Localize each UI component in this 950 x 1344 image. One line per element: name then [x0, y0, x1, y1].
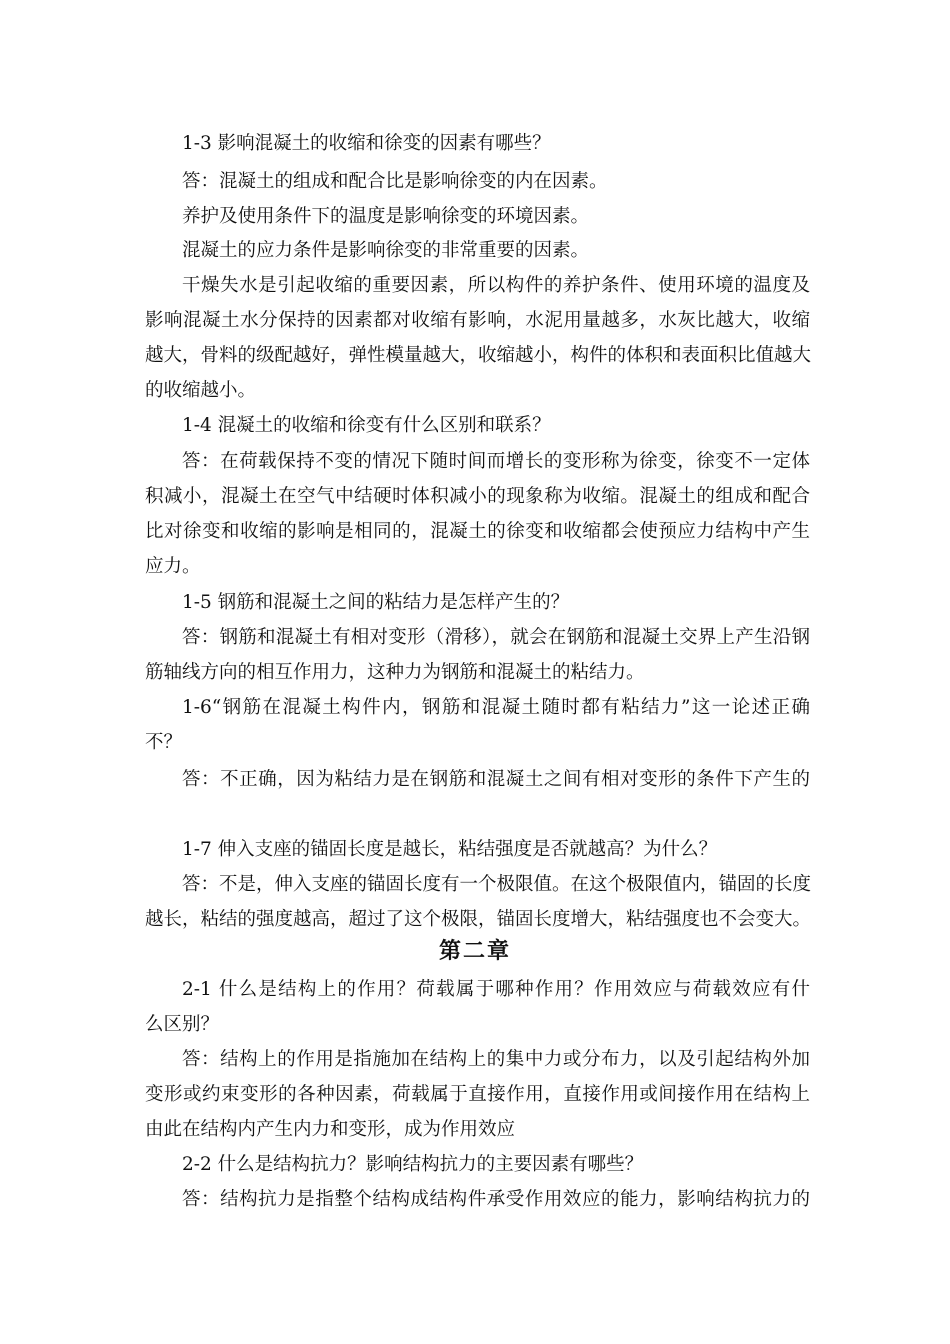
answer-1-7-line-2: 越长，粘结的强度越高，超过了这个极限，锚固长度增大，粘结强度也不会变大。	[145, 909, 812, 930]
answer-1-4-line-2: 积减小，混凝土在空气中结硬时体积减小的现象称为收缩。混凝土的组成和配合	[145, 486, 810, 507]
answer-2-1-line-1: 答：结构上的作用是指施加在结构上的集中力或分布力，以及引起结构外加	[182, 1049, 810, 1070]
answer-1-3-line-5: 影响混凝土水分保持的因素都对收缩有影响，水泥用量越多，水灰比越大，收缩	[145, 310, 810, 331]
answer-1-6: 答：不正确，因为粘结力是在钢筋和混凝土之间有相对变形的条件下产生的	[182, 769, 810, 790]
answer-1-7-line-1: 答：不是，伸入支座的锚固长度有一个极限值。在这个极限值内，锚固的长度	[182, 874, 812, 895]
answer-2-1-line-2: 变形或约束变形的各种因素，荷载属于直接作用，直接作用或间接作用在结构上	[145, 1084, 810, 1105]
answer-1-4-line-3: 比对徐变和收缩的影响是相同的，混凝土的徐变和收缩都会使预应力结构中产生	[145, 521, 810, 542]
answer-1-3-line-4: 干燥失水是引起收缩的重要因素，所以构件的养护条件、使用环境的温度及	[182, 275, 810, 296]
answer-1-5-line-2: 筋轴线方向的相互作用力，这种力为钢筋和混凝土的粘结力。	[145, 662, 645, 683]
question-2-2: 2-2 什么是结构抗力？影响结构抗力的主要因素有哪些？	[182, 1154, 644, 1175]
question-1-5: 1-5 钢筋和混凝土之间的粘结力是怎样产生的？	[182, 592, 570, 613]
question-1-3: 1-3 影响混凝土的收缩和徐变的因素有哪些？	[182, 133, 551, 154]
answer-1-5-line-1: 答：钢筋和混凝土有相对变形（滑移），就会在钢筋和混凝土交界上产生沿钢	[182, 627, 810, 648]
question-1-4: 1-4 混凝土的收缩和徐变有什么区别和联系？	[182, 415, 551, 436]
answer-1-4-line-4: 应力。	[145, 556, 201, 577]
answer-1-3-line-3: 混凝土的应力条件是影响徐变的非常重要的因素。	[182, 240, 590, 261]
question-1-7: 1-7 伸入支座的锚固长度是越长，粘结强度是否就越高？为什么？	[182, 839, 718, 860]
question-2-1-line-1: 2-1 什么是结构上的作用？荷载属于哪种作用？作用效应与荷载效应有什	[182, 979, 810, 1000]
question-1-6-line-1: 1-6“钢筋在混凝土构件内，钢筋和混凝土随时都有粘结力”这一论述正确	[182, 697, 810, 718]
question-1-6-line-2: 不？	[145, 732, 183, 753]
answer-1-4-line-1: 答：在荷载保持不变的情况下随时间而增长的变形称为徐变，徐变不一定体	[182, 451, 810, 472]
answer-2-1-line-3: 由此在结构内产生内力和变形，成为作用效应	[145, 1119, 516, 1140]
answer-1-3-line-1: 答：混凝土的组成和配合比是影响徐变的内在因素。	[182, 171, 608, 192]
answer-2-2-line-1: 答：结构抗力是指整个结构成结构件承受作用效应的能力，影响结构抗力的	[182, 1189, 810, 1210]
answer-1-3-line-6: 越大，骨料的级配越好，弹性模量越大，收缩越小，构件的体积和表面积比值越大	[145, 345, 812, 366]
answer-1-3-line-2: 养护及使用条件下的温度是影响徐变的环境因素。	[182, 206, 590, 227]
chapter-heading: 第二章	[438, 939, 511, 964]
answer-1-3-line-7: 的收缩越小。	[145, 380, 257, 401]
question-2-1-line-2: 么区别？	[145, 1014, 220, 1035]
